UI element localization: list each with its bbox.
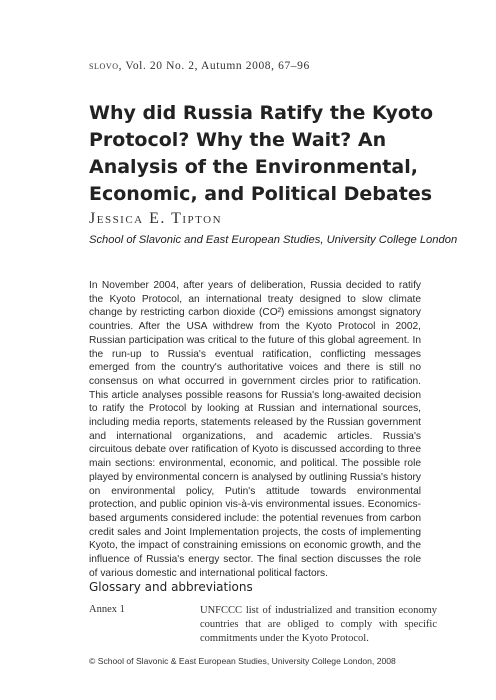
glossary-term: Annex 1 [89, 604, 125, 615]
abstract: In November 2004, after years of deliberation, Russia decided to ratify the Kyoto Protocol, an international treaty designed to slow climate change by restricting carbon dioxide (CO²) emissions amongst signatory countries. After the USA withdrew from the Kyoto Protocol in 2002, Russian participation was critical to the future of this global agreement. In the run-up to Russia's eventual ratification, conflicting messages emerged from the country's authoritative voices and there is still no consensus on what occurred in government circles prior to ratification. This article analyses possible reasons for Russia's long-awaited decision to ratify the Protocol by looking at Russian and international sources, including media reports, statements released by the Russian government and international organizations, and academic articles. Russia's circuitous debate over ratification of Kyoto is discussed according to three main sections: environmental, economic, and political. The possible role played by environmental concern is analysed by outlining Russia's history on environmental policy, Putin's attitude towards environmental protection, and public opinion vis-à-vis environmental issues. Economics-based arguments considered include: the potential revenues from carbon credit sales and Joint Implementation projects, the costs of implementing Kyoto, the impact of constraining emissions on economic growth, and the influence of Russia's energy sector. The final section discusses the role of various domestic and international political factors. [89, 280, 421, 579]
copyright-footer: © School of Slavonic & East European Studies, University College London, 2008 [89, 656, 396, 666]
journal-details: , Vol. 20 No. 2, Autumn 2008, 67–96 [118, 60, 310, 72]
article-title: Why did Russia Ratify the Kyoto Protocol? Why the Wait? An Analysis of the Environmental, Economic, and Political Debates [89, 102, 434, 205]
author-affiliation: School of Slavonic and East European Studies, University College London [89, 234, 458, 246]
journal-citation [89, 60, 310, 72]
journal-name: slovo [89, 60, 119, 72]
glossary-heading: Glossary and abbreviations [89, 580, 253, 594]
author-name: Jessica E. Tipton [89, 210, 223, 227]
glossary-definition: UNFCCC list of industrialized and transition economy countries that are obliged to comply with specific commitments under the Kyoto Protocol. [200, 605, 437, 644]
